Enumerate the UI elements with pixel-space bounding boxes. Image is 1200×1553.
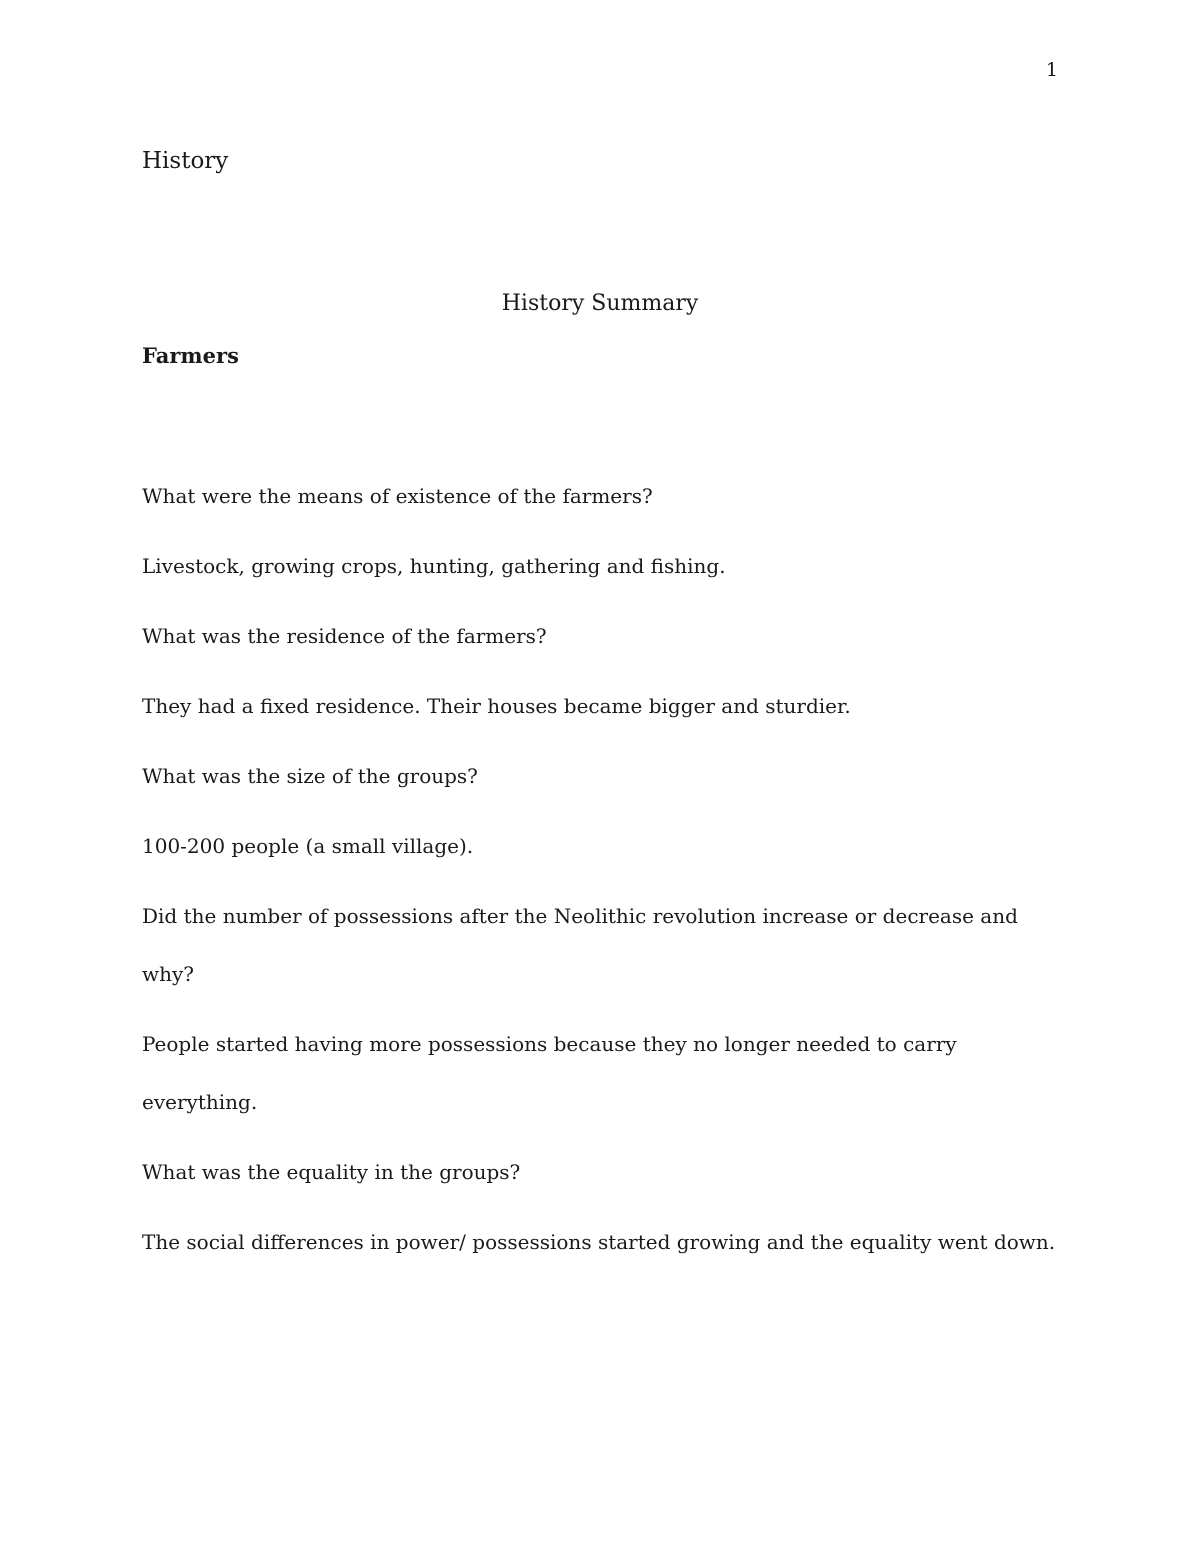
- question: What was the size of the groups?: [142, 764, 478, 788]
- answer: Livestock, growing crops, hunting, gathering and fishing.: [142, 554, 726, 578]
- document-title: History Summary: [501, 291, 699, 316]
- answer: The social differences in power/ possessions started growing and the equality went down.: [142, 1230, 1056, 1254]
- page-number: 1: [1045, 59, 1058, 81]
- answer: People started having more possessions because they no longer needed to carry everything.: [142, 1032, 957, 1114]
- question: What were the means of existence of the farmers?: [142, 484, 653, 508]
- answer: 100-200 people (a small village).: [142, 834, 474, 858]
- question: Did the number of possessions after the Neolithic revolution increase or decrease and why?: [142, 904, 1018, 986]
- section-heading: Farmers: [142, 343, 239, 368]
- answer: They had a fixed residence. Their houses became bigger and sturdier.: [142, 694, 851, 718]
- running-head: History: [142, 148, 229, 174]
- question: What was the residence of the farmers?: [142, 624, 547, 648]
- question: What was the equality in the groups?: [142, 1160, 521, 1184]
- qa-list: [142, 467, 1062, 1341]
